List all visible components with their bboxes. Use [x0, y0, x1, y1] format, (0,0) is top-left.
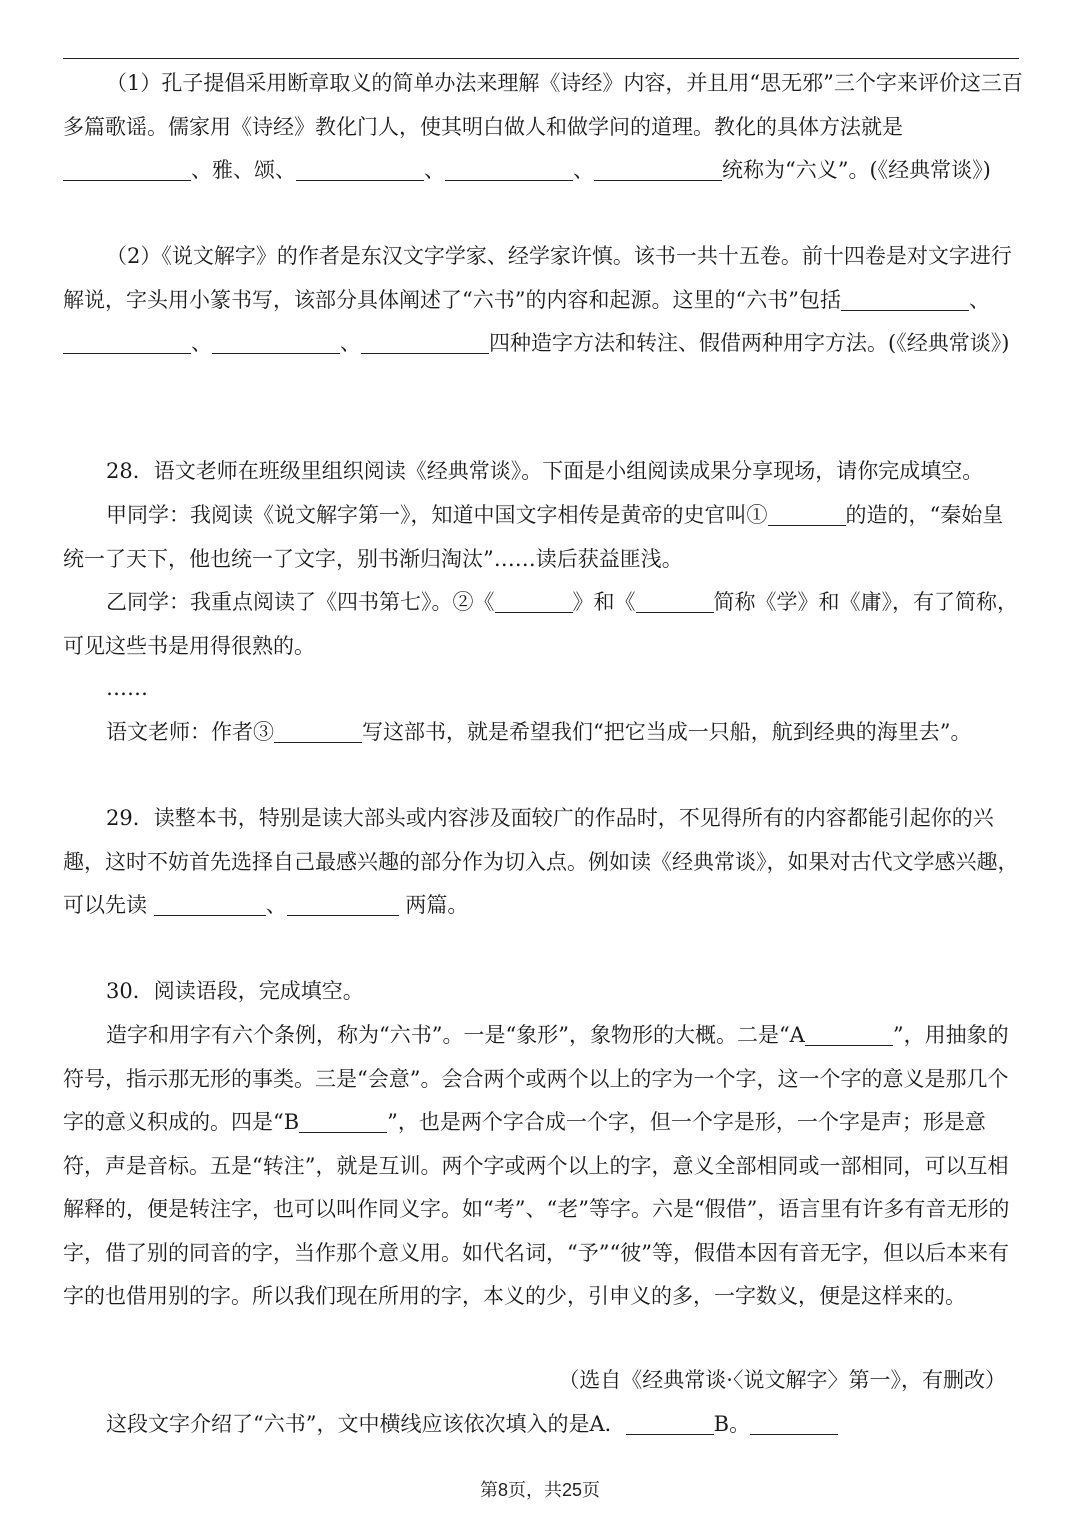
blank-q28-2b[interactable]	[636, 590, 714, 613]
q27-part2: （2）《说文解字》的作者是东汉文字学家、经学家许慎。该书一共十五卷。前十四卷是对文字进行解说，字头用小篆书写，该部分具体阐述了“六书”的内容和起源。这里的“六书”包括 、、 、 四种造字方法和转注、假借两种用字方法。(《经典常谈》)	[63, 244, 1012, 355]
q30-stem: 30．阅读语段，完成填空。	[106, 979, 364, 1003]
blank-q29-2[interactable]	[287, 893, 399, 916]
q28-student-b: 乙同学：我重点阅读了《四书第七》。②《 》和《 简称《学》和《庸》，有了简称，可见这些书是用得很熟的。	[63, 590, 1018, 658]
blank-q28-2a[interactable]	[495, 590, 573, 613]
answer-blank-b[interactable]	[750, 1412, 838, 1435]
q27-part1: （1）孔子提倡采用断章取义的简单办法来理解《诗经》内容，并且用“思无邪”三个字来评价这三百多篇歌谣。儒家用《诗经》教化门人，使其明白做人和做学问的道理。教化的具体方法就是、雅、颂、 、 、 统称为“六义”。(《经典常谈》)	[63, 71, 1023, 182]
blank-feng[interactable]	[63, 158, 191, 181]
blank-q28-3[interactable]	[274, 720, 362, 743]
q29: 29．读整本书，特别是读大部头或内容涉及面较广的作品时，不见得所有的内容都能引起你的兴趣，这时不妨首先选择自己最感兴趣的部分作为切入点。例如读《经典常谈》，如果对古代文学感兴趣，可以先读 、 两篇。	[63, 806, 1019, 917]
blank-liushu-3[interactable]	[212, 331, 340, 354]
blank-liushu-4[interactable]	[361, 331, 489, 354]
q30-source: （选自《经典常谈·〈说文解字〉第一》，有删改）	[558, 1368, 1006, 1392]
q28-ellipsis: ……	[106, 676, 148, 700]
blank-q30-b[interactable]	[299, 1110, 387, 1133]
q28-stem: 28．语文老师在班级里组织阅读《经典常谈》。下面是小组阅读成果分享现场，请你完成填空。	[106, 459, 984, 483]
blank-liushu-1[interactable]	[841, 287, 969, 310]
blank-xing[interactable]	[594, 158, 722, 181]
blank-q30-a[interactable]	[805, 1023, 893, 1046]
blank-q29-1[interactable]	[154, 893, 266, 916]
blank-bi[interactable]	[445, 158, 573, 181]
page-number: 第8页，共25页	[479, 1480, 601, 1500]
top-rule	[63, 58, 1019, 59]
q30-question: 这段文字介绍了“六书”，文中横线应该依次填入的是A． B。	[63, 1403, 1023, 1447]
blank-liushu-2[interactable]	[63, 331, 191, 354]
blank-q28-1[interactable]	[768, 503, 846, 526]
q28-teacher: 语文老师：作者③ 写这部书，就是希望我们“把它当成一只船，航到经典的海里去”。	[106, 720, 972, 744]
blank-fu[interactable]	[296, 158, 424, 181]
q30-passage: 造字和用字有六个条例，称为“六书”。一是“象形”，象物形的大概。二是“A ”，用抽象的符号，指示那无形的事类。三是“会意”。会合两个或两个以上的字为一个字，这一个字的意义是那几个字的意义积成的。四是“B ”，也是两个字合成一个字，但一个字是形，一个字是声；形是意符，声是音标。五是“转注”，就是互训。两个字或两个以上的字，意义全部相同或一部相同，可以互相解释的，便是转注字，也可以叫作同义字。如“考”、“老”等字。六是“假借”，语言里有许多有音无形的字，借了别的同音的字，当作那个意义用。如代名词，“予”“彼”等，假借本因有音无字，但以后本来有字的也借用别的字。所以我们现在所用的字，本义的少，引申义的多，一字数义，便是这样来的。	[63, 1023, 1010, 1308]
q28-student-a: 甲同学：我阅读《说文解字第一》，知道中国文字相传是黄帝的史官叫① 的造的，“秦始皇统一了天下，他也统一了文字，别书渐归淘汰”……读后获益匪浅。	[63, 503, 1004, 571]
answer-blank-a[interactable]	[626, 1412, 714, 1435]
